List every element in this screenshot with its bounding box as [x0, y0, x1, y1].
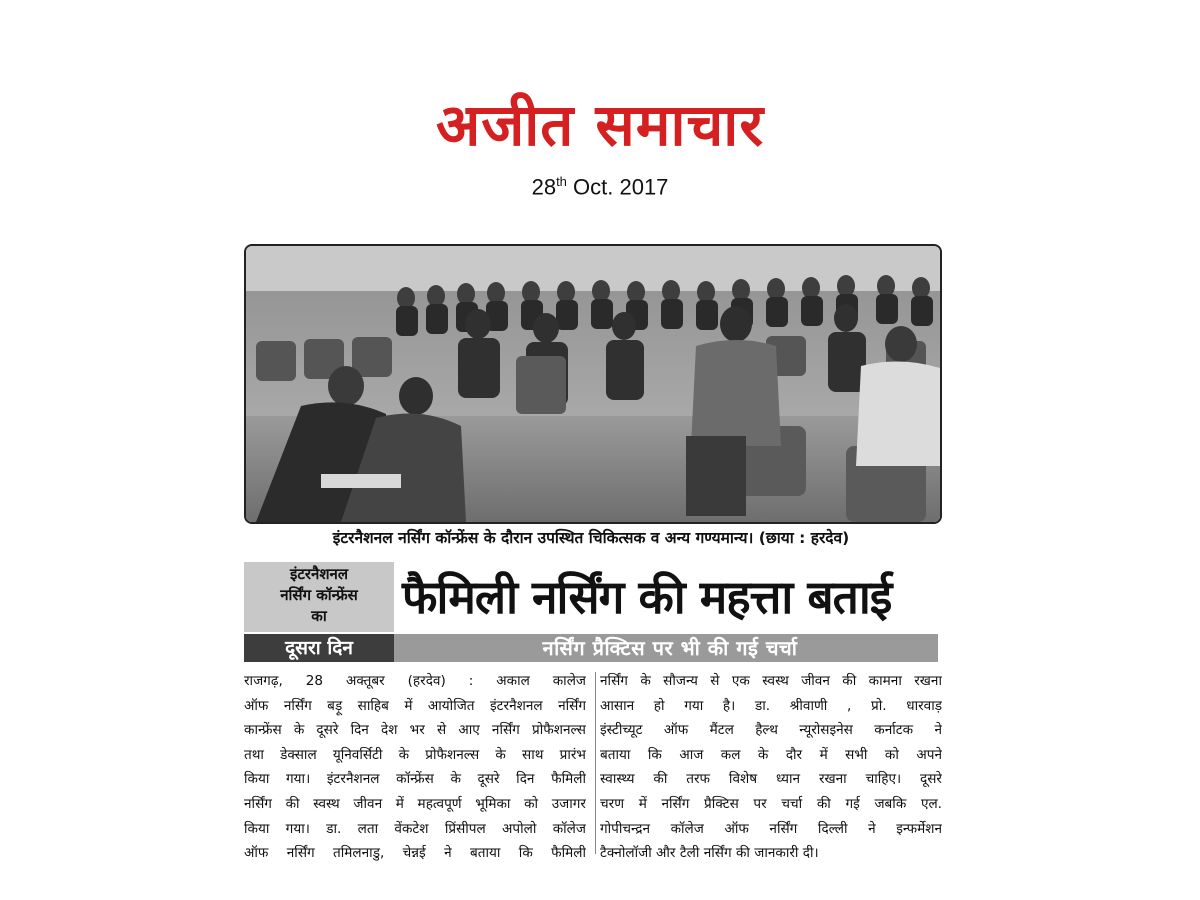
column1-line: ऑफ नर्सिंग बड़ू साहिब में आयोजित इंटरनैशनल नर्सिंग — [244, 697, 586, 714]
date-month-year: Oct. 2017 — [566, 174, 669, 200]
series-kicker — [244, 562, 394, 632]
article-subheadline: नर्सिंग प्रैक्टिस पर भी की गई चर्चा — [542, 636, 798, 660]
photo-caption: इंटरनैशनल नर्सिंग कॉन्फ्रेंस के दौरान उपस्थित चिकित्सक व अन्य गण्यमान्य। (छाया : हरदेव) — [332, 529, 850, 547]
date-day: 28 — [531, 174, 557, 200]
column1-line: किया गया। डा. लता वेंकटेश प्रिंसीपल अपोलो कॉलेज — [244, 820, 586, 837]
conference-photo — [244, 244, 942, 524]
article-headline: फैमिली नर्सिंग की महत्ता बताई — [402, 570, 892, 624]
column1-line: किया गया। इंटरनैशनल कॉन्फ्रेंस के दूसरे दिन फैमिली — [244, 771, 586, 788]
column2-line: आसान हो गया है। डा. श्रीवाणी , प्रो. धारवाड़ — [600, 697, 942, 714]
column2-line: स्वास्थ्य की तरफ विशेष ध्यान रखना चाहिए। दूसरे — [600, 771, 942, 788]
column1-line: ऑफ नर्सिंग तमिलनाडु, चेन्नई ने बताया कि फैमिली — [244, 845, 586, 862]
kicker-line-3: का — [311, 607, 327, 625]
column1-line: तथा डेक्साल यूनिवर्सिटी के प्रोफैशनल्स के साथ प्रारंभ — [244, 746, 586, 763]
column2-line: इंस्टीच्यूट ऑफ मैंटल हैल्थ न्यूरोसइनेस कर्नाटक ने — [600, 722, 942, 739]
column1-line: नर्सिंग की स्वस्थ जीवन में महत्वपूर्ण भूमिका को उजागर — [244, 795, 586, 812]
kicker-line-2: नर्सिंग कॉन्फ्रेंस — [280, 586, 358, 604]
column2-line: नर्सिंग के सौजन्य से एक स्वस्थ जीवन की कामना रखना — [600, 673, 942, 689]
day-label: दूसरा दिन — [244, 634, 394, 662]
column2-line: टैक्नोलॉजी और टैली नर्सिंग की जानकारी दी। — [600, 845, 819, 862]
clipping-date — [0, 174, 1200, 200]
news-clipping — [230, 236, 952, 864]
column2-line: बताया कि आज कल के दौर में सभी को अपने — [600, 746, 942, 763]
column2-line: चरण में नर्सिंग प्रैक्टिस पर चर्चा की गई जबकि एल. — [600, 795, 942, 812]
article-column-2 — [600, 669, 942, 866]
date-suffix: th — [556, 174, 567, 189]
kicker-line-1: इंटरनैशनल — [289, 565, 349, 583]
column2-line: गोपीचन्द्रन कॉलेज ऑफ नर्सिंग दिल्ली ने इन्फर्मेशन — [600, 820, 942, 837]
article-column-1 — [244, 669, 586, 866]
column1-line: राजगढ़, 28 अक्तूबर (हरदेव) : अकाल कालेज — [244, 673, 586, 689]
column-divider — [595, 672, 596, 854]
column1-line: कान्फ्रेंस के दूसरे दिन देश भर से आए नर्सिंग प्रोफैशनल्स — [244, 722, 586, 739]
newspaper-masthead: अजीत समाचार — [435, 91, 765, 159]
